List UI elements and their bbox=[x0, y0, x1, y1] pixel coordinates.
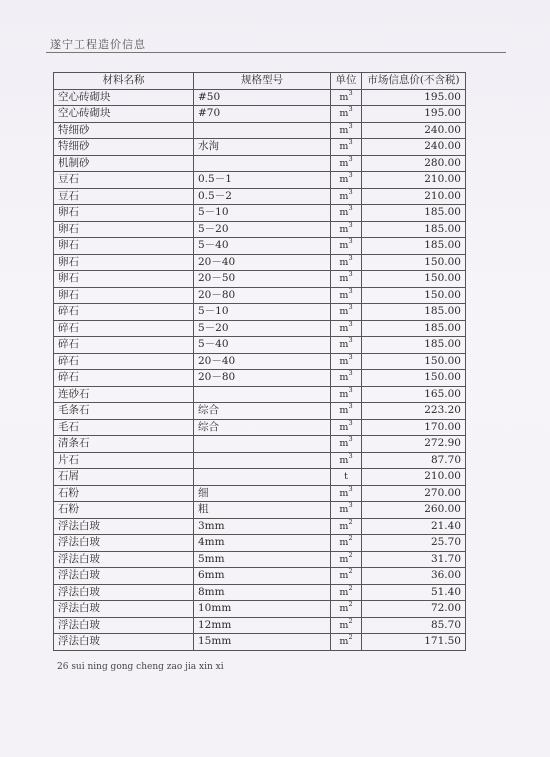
unit-cell bbox=[331, 304, 362, 321]
unit-exponent: 3 bbox=[348, 287, 353, 295]
price-cell: 210.00 bbox=[362, 469, 466, 486]
unit-cell bbox=[331, 568, 362, 585]
material-name-cell: 卵石 bbox=[54, 238, 194, 255]
unit-cell bbox=[331, 320, 362, 337]
price-cell: 36.00 bbox=[362, 568, 466, 585]
spec-cell: 6mm bbox=[194, 568, 331, 585]
unit-cell bbox=[331, 353, 362, 370]
material-name-cell: 石屑 bbox=[54, 469, 194, 486]
price-cell: 150.00 bbox=[362, 271, 466, 288]
unit-cell bbox=[331, 238, 362, 255]
table-row bbox=[54, 188, 466, 205]
unit-symbol: m bbox=[339, 619, 349, 631]
unit-cell bbox=[331, 188, 362, 205]
price-cell: 272.90 bbox=[362, 436, 466, 453]
table-row bbox=[54, 205, 466, 222]
unit-exponent: 3 bbox=[348, 122, 353, 130]
unit-symbol: m bbox=[339, 157, 349, 169]
material-name-cell: 空心砖砌块 bbox=[54, 89, 194, 106]
unit-cell bbox=[331, 155, 362, 172]
table-row bbox=[54, 584, 466, 601]
unit-exponent: 3 bbox=[348, 155, 353, 163]
unit-symbol: m bbox=[339, 190, 349, 202]
unit-cell bbox=[331, 337, 362, 354]
unit-symbol: m bbox=[339, 306, 349, 318]
unit-symbol: m bbox=[339, 372, 349, 384]
table-row bbox=[54, 436, 466, 453]
table-row bbox=[54, 568, 466, 585]
unit-symbol: m bbox=[339, 454, 349, 466]
unit-exponent: 3 bbox=[348, 419, 353, 427]
price-cell: 25.70 bbox=[362, 535, 466, 552]
unit-cell bbox=[331, 634, 362, 651]
price-cell: 260.00 bbox=[362, 502, 466, 519]
material-name-cell: 碎石 bbox=[54, 337, 194, 354]
unit-symbol: m bbox=[339, 570, 349, 582]
spec-cell bbox=[194, 155, 331, 172]
table-header-row bbox=[54, 73, 466, 90]
unit-symbol: m bbox=[339, 520, 349, 532]
spec-cell: 5－10 bbox=[194, 205, 331, 222]
page-footer: 26 sui ning gong cheng zao jia xin xi bbox=[57, 662, 224, 672]
spec-cell: 4mm bbox=[194, 535, 331, 552]
unit-symbol: m bbox=[339, 438, 349, 450]
unit-exponent: 3 bbox=[348, 485, 353, 493]
price-cell: 185.00 bbox=[362, 320, 466, 337]
material-name-cell: 豆石 bbox=[54, 188, 194, 205]
price-cell: 223.20 bbox=[362, 403, 466, 420]
material-name-cell: 浮法白玻 bbox=[54, 518, 194, 535]
unit-cell bbox=[331, 485, 362, 502]
spec-cell: #50 bbox=[194, 89, 331, 106]
unit-symbol: m bbox=[339, 207, 349, 219]
unit-exponent: 3 bbox=[348, 237, 353, 246]
unit-cell bbox=[331, 386, 362, 403]
spec-cell: 水洵 bbox=[194, 139, 331, 156]
material-name-cell: 碎石 bbox=[54, 320, 194, 337]
unit-symbol: m bbox=[339, 405, 349, 417]
unit-cell bbox=[331, 89, 362, 106]
table-body bbox=[54, 89, 466, 650]
material-name-cell: 碎石 bbox=[54, 370, 194, 387]
unit-exponent: 3 bbox=[348, 320, 353, 328]
spec-cell bbox=[194, 436, 331, 453]
unit-exponent: 3 bbox=[348, 171, 353, 180]
header-price: 市场信息价(不含税) bbox=[362, 73, 466, 90]
unit-cell bbox=[331, 469, 362, 486]
unit-symbol: m bbox=[339, 504, 349, 516]
unit-cell bbox=[331, 205, 362, 222]
table-row bbox=[54, 122, 466, 139]
price-cell: 51.40 bbox=[362, 584, 466, 601]
unit-symbol: m bbox=[339, 586, 349, 598]
unit-exponent: 2 bbox=[348, 518, 353, 526]
table-row bbox=[54, 271, 466, 288]
unit-exponent: 3 bbox=[348, 270, 353, 279]
unit-exponent: 3 bbox=[348, 435, 353, 444]
spec-cell: 细 bbox=[194, 485, 331, 502]
material-name-cell: 浮法白玻 bbox=[54, 634, 194, 651]
material-name-cell: 碎石 bbox=[54, 353, 194, 370]
table-row bbox=[54, 485, 466, 502]
price-cell: 210.00 bbox=[362, 172, 466, 189]
unit-cell bbox=[331, 172, 362, 189]
unit-cell bbox=[331, 436, 362, 453]
unit-exponent: 2 bbox=[348, 600, 353, 609]
unit-symbol: m bbox=[339, 273, 349, 285]
spec-cell: 5mm bbox=[194, 551, 331, 568]
spec-cell: 3mm bbox=[194, 518, 331, 535]
unit-symbol: m bbox=[339, 289, 349, 301]
price-cell: 150.00 bbox=[362, 287, 466, 304]
unit-symbol: m bbox=[339, 91, 349, 103]
spec-cell bbox=[194, 122, 331, 139]
spec-cell: 综合 bbox=[194, 419, 331, 436]
unit-cell bbox=[331, 254, 362, 271]
table-row bbox=[54, 172, 466, 189]
price-cell: 185.00 bbox=[362, 205, 466, 222]
price-cell: 150.00 bbox=[362, 353, 466, 370]
table-row bbox=[54, 634, 466, 651]
unit-symbol: m bbox=[339, 322, 349, 334]
unit-exponent: 2 bbox=[348, 551, 353, 559]
unit-cell bbox=[331, 617, 362, 634]
price-cell: 185.00 bbox=[362, 238, 466, 255]
spec-cell: 0.5－2 bbox=[194, 188, 331, 205]
price-cell: 165.00 bbox=[362, 386, 466, 403]
price-cell: 195.00 bbox=[362, 106, 466, 123]
unit-cell bbox=[331, 403, 362, 420]
price-table bbox=[53, 72, 466, 651]
material-name-cell: 卵石 bbox=[54, 221, 194, 238]
material-name-cell: 特细砂 bbox=[54, 122, 194, 139]
unit-cell bbox=[331, 221, 362, 238]
unit-symbol: m bbox=[339, 636, 349, 648]
price-cell: 85.70 bbox=[362, 617, 466, 634]
spec-cell: 8mm bbox=[194, 584, 331, 601]
price-cell: 240.00 bbox=[362, 139, 466, 156]
spec-cell: 5－40 bbox=[194, 238, 331, 255]
material-name-cell: 浮法白玻 bbox=[54, 535, 194, 552]
price-cell: 150.00 bbox=[362, 370, 466, 387]
unit-symbol: m bbox=[339, 339, 349, 351]
unit-exponent: 3 bbox=[348, 303, 353, 312]
header-rule bbox=[46, 52, 506, 53]
table-row bbox=[54, 419, 466, 436]
material-name-cell: 浮法白玻 bbox=[54, 601, 194, 618]
table-row bbox=[54, 617, 466, 634]
table-row bbox=[54, 221, 466, 238]
material-name-cell: 机制砂 bbox=[54, 155, 194, 172]
unit-symbol: m bbox=[339, 487, 349, 499]
unit-symbol: m bbox=[339, 256, 349, 268]
unit-exponent: 3 bbox=[348, 402, 353, 411]
material-name-cell: 特细砂 bbox=[54, 139, 194, 156]
unit-symbol: m bbox=[339, 421, 349, 433]
price-cell: 170.00 bbox=[362, 419, 466, 436]
spec-cell: 5－20 bbox=[194, 221, 331, 238]
unit-exponent: 3 bbox=[348, 501, 353, 510]
material-name-cell: 毛条石 bbox=[54, 403, 194, 420]
price-cell: 185.00 bbox=[362, 337, 466, 354]
unit-cell bbox=[331, 287, 362, 304]
header-spec: 规格型号 bbox=[194, 73, 331, 90]
unit-cell bbox=[331, 122, 362, 139]
table-row bbox=[54, 551, 466, 568]
unit-exponent: 3 bbox=[348, 386, 353, 394]
spec-cell: 综合 bbox=[194, 403, 331, 420]
spec-cell: 15mm bbox=[194, 634, 331, 651]
header-unit: 单位 bbox=[331, 73, 362, 90]
unit-symbol: m bbox=[339, 240, 349, 252]
unit-symbol: m bbox=[339, 174, 349, 186]
material-name-cell: 卵石 bbox=[54, 205, 194, 222]
unit-exponent: 3 bbox=[348, 254, 353, 262]
material-name-cell: 碎石 bbox=[54, 304, 194, 321]
table-row bbox=[54, 304, 466, 321]
unit-cell bbox=[331, 271, 362, 288]
material-name-cell: 空心砖砌块 bbox=[54, 106, 194, 123]
price-cell: 185.00 bbox=[362, 221, 466, 238]
table-row bbox=[54, 452, 466, 469]
unit-exponent: 3 bbox=[348, 188, 353, 196]
unit-cell bbox=[331, 535, 362, 552]
table-row bbox=[54, 139, 466, 156]
spec-cell: 粗 bbox=[194, 502, 331, 519]
spec-cell: 20－40 bbox=[194, 353, 331, 370]
unit-symbol: t bbox=[344, 471, 348, 483]
material-name-cell: 浮法白玻 bbox=[54, 584, 194, 601]
unit-cell bbox=[331, 584, 362, 601]
price-cell: 171.50 bbox=[362, 634, 466, 651]
table-row bbox=[54, 238, 466, 255]
material-name-cell: 豆石 bbox=[54, 172, 194, 189]
unit-symbol: m bbox=[339, 388, 349, 400]
spec-cell bbox=[194, 452, 331, 469]
unit-cell bbox=[331, 139, 362, 156]
spec-cell: 5－10 bbox=[194, 304, 331, 321]
material-name-cell: 毛石 bbox=[54, 419, 194, 436]
page-header: 遂宁工程造价信息 bbox=[50, 38, 146, 51]
price-cell: 72.00 bbox=[362, 601, 466, 618]
spec-cell: 20－80 bbox=[194, 287, 331, 304]
material-name-cell: 浮法白玻 bbox=[54, 551, 194, 568]
unit-exponent: 2 bbox=[348, 633, 353, 642]
unit-symbol: m bbox=[339, 553, 349, 565]
table-row bbox=[54, 254, 466, 271]
spec-cell bbox=[194, 469, 331, 486]
spec-cell: 20－80 bbox=[194, 370, 331, 387]
unit-exponent: 2 bbox=[348, 567, 353, 576]
table-row bbox=[54, 518, 466, 535]
table-row bbox=[54, 320, 466, 337]
price-cell: 240.00 bbox=[362, 122, 466, 139]
unit-cell bbox=[331, 601, 362, 618]
table-row bbox=[54, 502, 466, 519]
unit-exponent: 3 bbox=[348, 221, 353, 229]
spec-cell: 5－20 bbox=[194, 320, 331, 337]
price-cell: 31.70 bbox=[362, 551, 466, 568]
unit-exponent: 3 bbox=[348, 105, 353, 114]
unit-exponent: 2 bbox=[348, 617, 353, 625]
material-name-cell: 石粉 bbox=[54, 502, 194, 519]
table-row bbox=[54, 370, 466, 387]
spec-cell: 5－40 bbox=[194, 337, 331, 354]
unit-exponent: 3 bbox=[348, 204, 353, 213]
spec-cell: 0.5－1 bbox=[194, 172, 331, 189]
unit-exponent: 2 bbox=[348, 584, 353, 592]
price-cell: 185.00 bbox=[362, 304, 466, 321]
unit-exponent: 3 bbox=[348, 353, 353, 361]
table-row bbox=[54, 89, 466, 106]
price-cell: 195.00 bbox=[362, 89, 466, 106]
table-row bbox=[54, 403, 466, 420]
unit-cell bbox=[331, 370, 362, 387]
unit-symbol: m bbox=[339, 124, 349, 136]
unit-exponent: 3 bbox=[348, 452, 353, 460]
price-cell: 280.00 bbox=[362, 155, 466, 172]
spec-cell: 12mm bbox=[194, 617, 331, 634]
unit-cell bbox=[331, 518, 362, 535]
unit-exponent: 3 bbox=[348, 89, 353, 97]
table-row bbox=[54, 155, 466, 172]
unit-exponent: 3 bbox=[348, 138, 353, 147]
material-name-cell: 卵石 bbox=[54, 287, 194, 304]
spec-cell: 20－50 bbox=[194, 271, 331, 288]
unit-symbol: m bbox=[339, 603, 349, 615]
material-name-cell: 卵石 bbox=[54, 271, 194, 288]
table-row bbox=[54, 106, 466, 123]
material-name-cell: 连砂石 bbox=[54, 386, 194, 403]
material-name-cell: 石粉 bbox=[54, 485, 194, 502]
price-cell: 150.00 bbox=[362, 254, 466, 271]
table-row bbox=[54, 287, 466, 304]
table-row bbox=[54, 337, 466, 354]
unit-cell bbox=[331, 551, 362, 568]
spec-cell: 20－40 bbox=[194, 254, 331, 271]
unit-exponent: 3 bbox=[348, 336, 353, 345]
table-row bbox=[54, 353, 466, 370]
unit-symbol: m bbox=[339, 108, 349, 120]
table-row bbox=[54, 535, 466, 552]
header-material-name: 材料名称 bbox=[54, 73, 194, 90]
material-name-cell: 片石 bbox=[54, 452, 194, 469]
unit-cell bbox=[331, 106, 362, 123]
price-cell: 270.00 bbox=[362, 485, 466, 502]
unit-symbol: m bbox=[339, 355, 349, 367]
spec-cell: #70 bbox=[194, 106, 331, 123]
spec-cell bbox=[194, 386, 331, 403]
spec-cell: 10mm bbox=[194, 601, 331, 618]
material-name-cell: 清条石 bbox=[54, 436, 194, 453]
unit-symbol: m bbox=[339, 223, 349, 235]
unit-cell bbox=[331, 452, 362, 469]
unit-symbol: m bbox=[339, 141, 349, 153]
unit-cell bbox=[331, 502, 362, 519]
price-cell: 87.70 bbox=[362, 452, 466, 469]
table-row bbox=[54, 386, 466, 403]
unit-exponent: 2 bbox=[348, 534, 353, 543]
material-name-cell: 浮法白玻 bbox=[54, 617, 194, 634]
material-name-cell: 浮法白玻 bbox=[54, 568, 194, 585]
unit-symbol: m bbox=[339, 537, 349, 549]
price-cell: 21.40 bbox=[362, 518, 466, 535]
table-row bbox=[54, 601, 466, 618]
unit-cell bbox=[331, 419, 362, 436]
unit-exponent: 3 bbox=[348, 369, 353, 378]
price-cell: 210.00 bbox=[362, 188, 466, 205]
material-name-cell: 卵石 bbox=[54, 254, 194, 271]
table-row bbox=[54, 469, 466, 486]
